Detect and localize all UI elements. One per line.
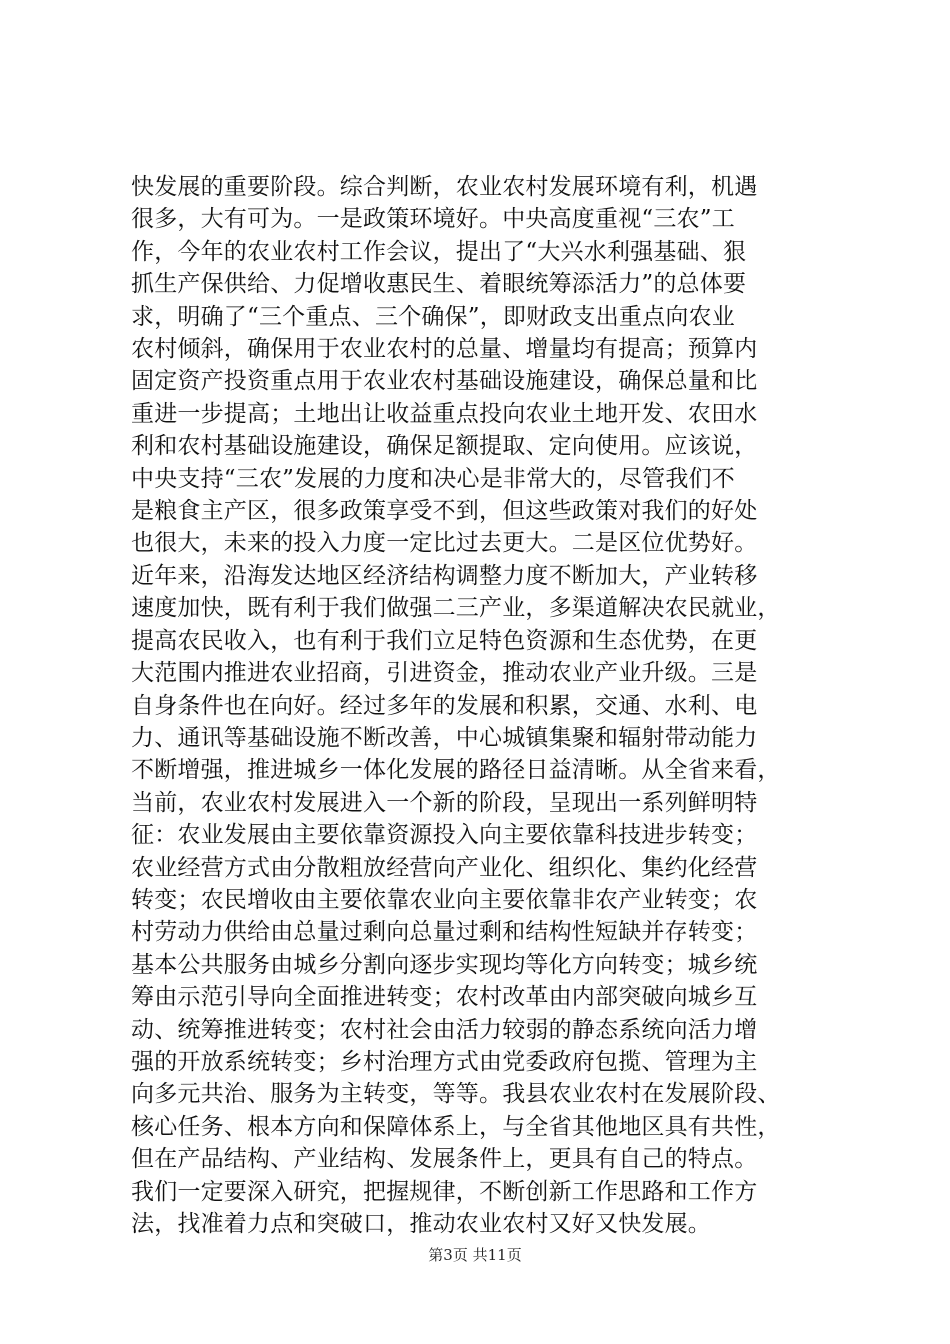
text-line: 不断增强，推进城乡一体化发展的路径日益清晰。从全省来看， [131, 757, 781, 784]
text-line: 提高农民收入，也有利于我们立足特色资源和生态优势，在更 [131, 627, 758, 654]
text-line: 也很大，未来的投入力度一定比过去更大。二是区位优势好。 [131, 530, 758, 557]
text-line: 利和农村基础设施建设，确保足额提取、定向使用。应该说， [131, 433, 758, 460]
text-line: 求，明确了“三个重点、三个确保”，即财政支出重点向农业 [131, 303, 735, 330]
text-line: 中央支持“三农”发展的力度和决心是非常大的，尽管我们不 [131, 465, 735, 492]
text-line: 作，今年的农业农村工作会议，提出了“大兴水利强基础、狠 [131, 238, 747, 265]
text-line: 很多，大有可为。一是政策环境好。中央高度重视“三农”工 [131, 206, 735, 233]
page-footer: 第3页 共11页 [428, 1246, 522, 1264]
text-line: 重进一步提高；土地出让收益重点投向农业土地开发、农田水 [131, 400, 758, 427]
text-line: 征：农业发展由主要依靠资源投入向主要依靠科技进步转变； [131, 822, 758, 849]
text-line: 村劳动力供给由总量过剩向总量过剩和结构性短缺并存转变； [131, 919, 758, 946]
text-line: 自身条件也在向好。经过多年的发展和积累，交通、水利、电 [131, 692, 758, 719]
text-line: 农村倾斜，确保用于农业农村的总量、增量均有提高；预算内 [131, 336, 758, 363]
body-paragraph [131, 171, 831, 1240]
text-line: 大范围内推进农业招商，引进资金，推动农业产业升级。三是 [131, 660, 758, 687]
text-line: 力、通讯等基础设施不断改善，中心城镇集聚和辐射带动能力 [131, 724, 758, 751]
text-line: 是粮食主产区，很多政策享受不到，但这些政策对我们的好处 [131, 498, 758, 525]
text-line: 快发展的重要阶段。综合判断，农业农村发展环境有利，机遇 [131, 174, 758, 200]
text-line: 但在产品结构、产业结构、发展条件上，更具有自己的特点。 [131, 1146, 758, 1173]
text-line: 我们一定要深入研究，把握规律，不断创新工作思路和工作方 [131, 1178, 758, 1205]
text-line: 转变；农民增收由主要依靠农业向主要依靠非农产业转变；农 [131, 886, 758, 913]
text-line: 速度加快，既有利于我们做强二三产业，多渠道解决农民就业， [131, 595, 781, 622]
text-line: 当前，农业农村发展进入一个新的阶段，呈现出一系列鲜明特 [131, 789, 758, 816]
text-line: 基本公共服务由城乡分割向逐步实现均等化方向转变；城乡统 [131, 951, 758, 978]
text-line: 筹由示范引导向全面推进转变；农村改革由内部突破向城乡互 [131, 984, 758, 1011]
text-line: 动、统筹推进转变；农村社会由活力较弱的静态系统向活力增 [131, 1016, 758, 1043]
text-line: 近年来，沿海发达地区经济结构调整力度不断加大，产业转移 [131, 562, 758, 589]
text-line: 向多元共治、服务为主转变，等等。我县农业农村在发展阶段、 [131, 1081, 781, 1108]
text-line: 强的开放系统转变；乡村治理方式由党委政府包揽、管理为主 [131, 1048, 758, 1075]
text-line: 核心任务、根本方向和保障体系上，与全省其他地区具有共性， [131, 1113, 781, 1140]
text-line: 抓生产保供给、力促增收惠民生、着眼统筹添活力”的总体要 [131, 271, 747, 298]
text-line: 固定资产投资重点用于农业农村基础设施建设，确保总量和比 [131, 368, 758, 395]
text-line: 农业经营方式由分散粗放经营向产业化、组织化、集约化经营 [131, 854, 758, 881]
text-line: 法，找准着力点和突破口，推动农业农村又好又快发展。 [131, 1211, 711, 1237]
